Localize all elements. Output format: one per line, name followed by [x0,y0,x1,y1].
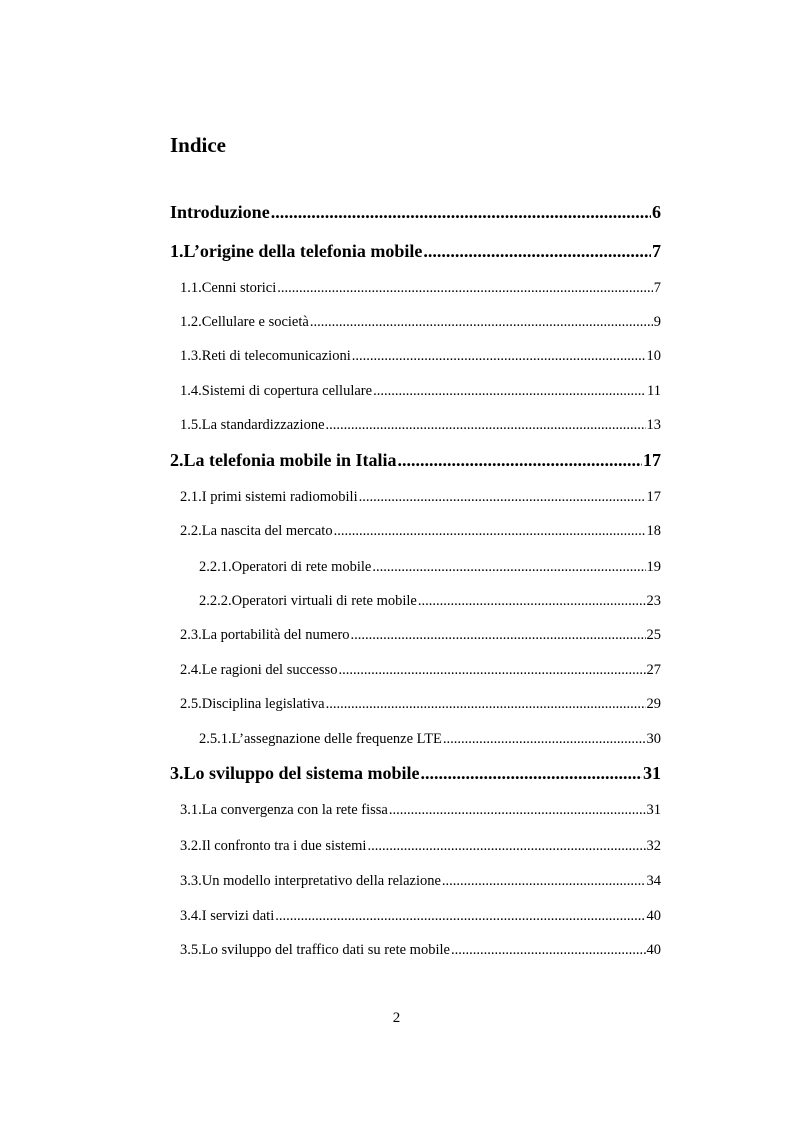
toc-section[interactable] [180,522,661,540]
toc-page-number: 7 [652,241,661,261]
toc-label: I primi sistemi radiomobili [201,489,358,505]
toc-label: Reti di telecomunicazioni [201,348,351,364]
toc-page-number: 40 [646,908,661,924]
toc-number: 2.3. [180,627,202,643]
toc-section[interactable] [180,416,661,434]
toc-dot-leader [351,626,646,644]
toc-dot-leader [277,279,652,297]
toc-subsection[interactable] [199,558,661,576]
toc-number: 2.5.1. [199,731,232,747]
toc-dot-leader [373,382,646,400]
toc-chapter[interactable] [170,449,661,471]
toc-label: Operatori virtuali di rete mobile [231,593,417,609]
toc-label: La convergenza con la rete fissa [201,802,388,818]
toc-page-number: 32 [646,838,661,854]
toc-dot-leader [389,801,646,819]
toc-number: 3.1. [180,802,202,818]
toc-label: L’origine della telefonia mobile [183,241,423,261]
toc-section[interactable] [180,872,661,890]
toc-dot-leader [326,695,646,713]
toc-label: Cellulare e società [201,314,309,330]
toc-label: I servizi dati [201,908,275,924]
toc-label: Cenni storici [201,280,277,296]
toc-dot-leader [372,558,645,576]
toc-dot-leader [451,941,646,959]
toc-page-number: 23 [646,593,661,609]
toc-dot-leader [271,201,651,223]
toc-page-number: 6 [652,202,661,222]
toc-page-number: 10 [646,348,661,364]
toc-dot-leader [367,837,645,855]
toc-label: Lo sviluppo del sistema mobile [183,763,420,783]
toc-label: Disciplina legislativa [201,696,325,712]
toc-page-number: 19 [646,559,661,575]
toc-label: Lo sviluppo del traffico dati su rete mobile [201,942,450,958]
toc-dot-leader [338,661,645,679]
toc-section[interactable] [180,347,661,365]
toc-dot-leader [310,313,653,331]
toc-number: 2.2.2. [199,593,232,609]
toc-label: Sistemi di copertura cellulare [201,383,373,399]
toc-section[interactable] [180,661,661,679]
toc-page-number: 29 [646,696,661,712]
toc-section[interactable] [180,907,661,925]
toc-number: 2.4. [180,662,202,678]
toc-page-number: 40 [646,942,661,958]
toc-subsection[interactable] [199,592,661,610]
toc-section[interactable] [180,279,661,297]
toc-label: L’assegnazione delle frequenze LTE [231,731,442,747]
toc-number: 2.2.1. [199,559,232,575]
toc-label: Un modello interpretativo della relazione [201,873,441,889]
toc-page-number: 25 [646,627,661,643]
toc-number: 2. [170,450,184,470]
toc-dot-leader [421,762,642,784]
toc-page-number: 17 [643,450,661,470]
toc-dot-leader [326,416,646,434]
toc-number: 3.5. [180,942,202,958]
toc-section[interactable] [180,488,661,506]
toc-page-number: 9 [653,314,661,330]
page-title: Indice [170,133,227,157]
toc-dot-leader [418,592,646,610]
toc-page-number: 30 [646,731,661,747]
toc-page-number: 17 [646,489,661,505]
toc-number: 1.2. [180,314,202,330]
toc-label: Le ragioni del successo [201,662,338,678]
toc-label: La standardizzazione [201,417,325,433]
toc-dot-leader [359,488,646,506]
toc-section[interactable] [180,837,661,855]
toc-section[interactable] [180,382,661,400]
toc-label: La telefonia mobile in Italia [183,450,397,470]
toc-chapter[interactable] [170,201,661,223]
toc-chapter[interactable] [170,762,661,784]
toc-page-number: 7 [653,280,661,296]
toc-number: 1.5. [180,417,202,433]
toc-chapter[interactable] [170,240,661,262]
toc-number: 2.2. [180,523,202,539]
toc-dot-leader [443,730,646,748]
toc-dot-leader [352,347,646,365]
toc-page-number: 13 [646,417,661,433]
toc-label: La nascita del mercato [201,523,333,539]
toc-label: La portabilità del numero [201,627,350,643]
toc-number: 3. [170,763,184,783]
toc-section[interactable] [180,941,661,959]
toc-number: 2.5. [180,696,202,712]
toc-page-number: 31 [643,763,661,783]
toc-dot-leader [275,907,645,925]
page-number: 2 [392,1010,401,1026]
toc-number: 3.4. [180,908,202,924]
toc-label: Il confronto tra i due sistemi [201,838,367,854]
toc-section[interactable] [180,695,661,713]
toc-number: 1. [170,241,184,261]
toc-page-number: 27 [646,662,661,678]
toc-label: Operatori di rete mobile [231,559,372,575]
toc-subsection[interactable] [199,730,661,748]
toc-dot-leader [442,872,646,890]
toc-number: 3.3. [180,873,202,889]
toc-dot-leader [398,449,643,471]
toc-page-number: 31 [646,802,661,818]
toc-section[interactable] [180,626,661,644]
toc-number: 1.1. [180,280,202,296]
toc-page-number: 11 [647,383,661,399]
toc-number: 1.3. [180,348,202,364]
toc-page-number: 18 [646,523,661,539]
toc-label: Introduzione [170,202,270,222]
toc-number: 1.4. [180,383,202,399]
toc-dot-leader [423,240,651,262]
toc-number: 2.1. [180,489,202,505]
toc-number: 3.2. [180,838,202,854]
toc-section[interactable] [180,801,661,819]
toc-page-number: 34 [646,873,661,889]
toc-dot-leader [334,522,646,540]
toc-section[interactable] [180,313,661,331]
